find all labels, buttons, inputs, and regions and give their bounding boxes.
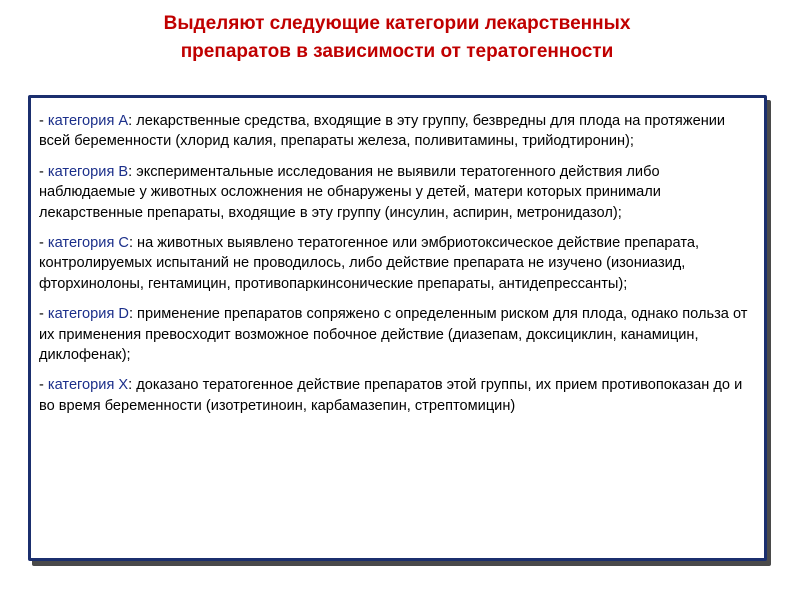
- category-a-text: : лекарственные средства, входящие в эту группу, безвредны для плода на протяжении всей беременности (хлорид калия, препараты железа, поливитамины, трийодтиронин);: [39, 113, 726, 150]
- title-line-2: препаратов в зависимости от тератогенности: [180, 41, 614, 62]
- category-prefix: -: [39, 113, 48, 129]
- category-list: [39, 111, 749, 426]
- category-b-label: категория В: [47, 163, 129, 180]
- page-title: [40, 10, 754, 66]
- category-c-text: : на животных выявлено тератогенное или эмбриотоксическое действие препарата, контролируемых испытаний не проводилось, либо действие препарата не изучено (изониазид, фторхинолоны, гентамицин, противопаркинсонические препараты, антидепрессанты);: [39, 235, 700, 292]
- category-b-text: : экспериментальные исследования не выявили тератогенного действия либо наблюдаемые у животных осложнения не обнаружены у детей, матери которых принимали лекарственные препараты, входящие в эту группу (инсулин, аспирин, метронидазол);: [39, 163, 661, 221]
- category-a-item: [39, 111, 749, 152]
- content-box: [28, 95, 767, 561]
- category-x-item: [39, 375, 749, 416]
- category-prefix: -: [39, 306, 48, 323]
- category-prefix: -: [39, 235, 48, 252]
- category-d-label: категория D: [47, 306, 129, 323]
- category-a-label: категория А: [47, 113, 129, 129]
- category-d-text: : применение препаратов сопряжено с определенным риском для плода, однако польза от их применения превосходит возможное побочное действие (диазепам, доксициклин, канамицин, диклофенак);: [39, 306, 748, 364]
- category-c-label: категория С: [47, 235, 129, 252]
- category-prefix: -: [39, 377, 48, 394]
- category-x-label: категория Х: [47, 377, 129, 394]
- category-x-text: : доказано тератогенное действие препаратов этой группы, их прием противопоказан до и во время беременности (изотретиноин, карбамазепин, стрептомицин): [39, 377, 743, 414]
- category-c-item: [39, 233, 749, 294]
- title-line-1: Выделяют следующие категории лекарственных: [163, 13, 631, 34]
- category-prefix: -: [39, 163, 48, 180]
- category-b-item: [39, 162, 749, 223]
- category-d-item: [39, 304, 749, 365]
